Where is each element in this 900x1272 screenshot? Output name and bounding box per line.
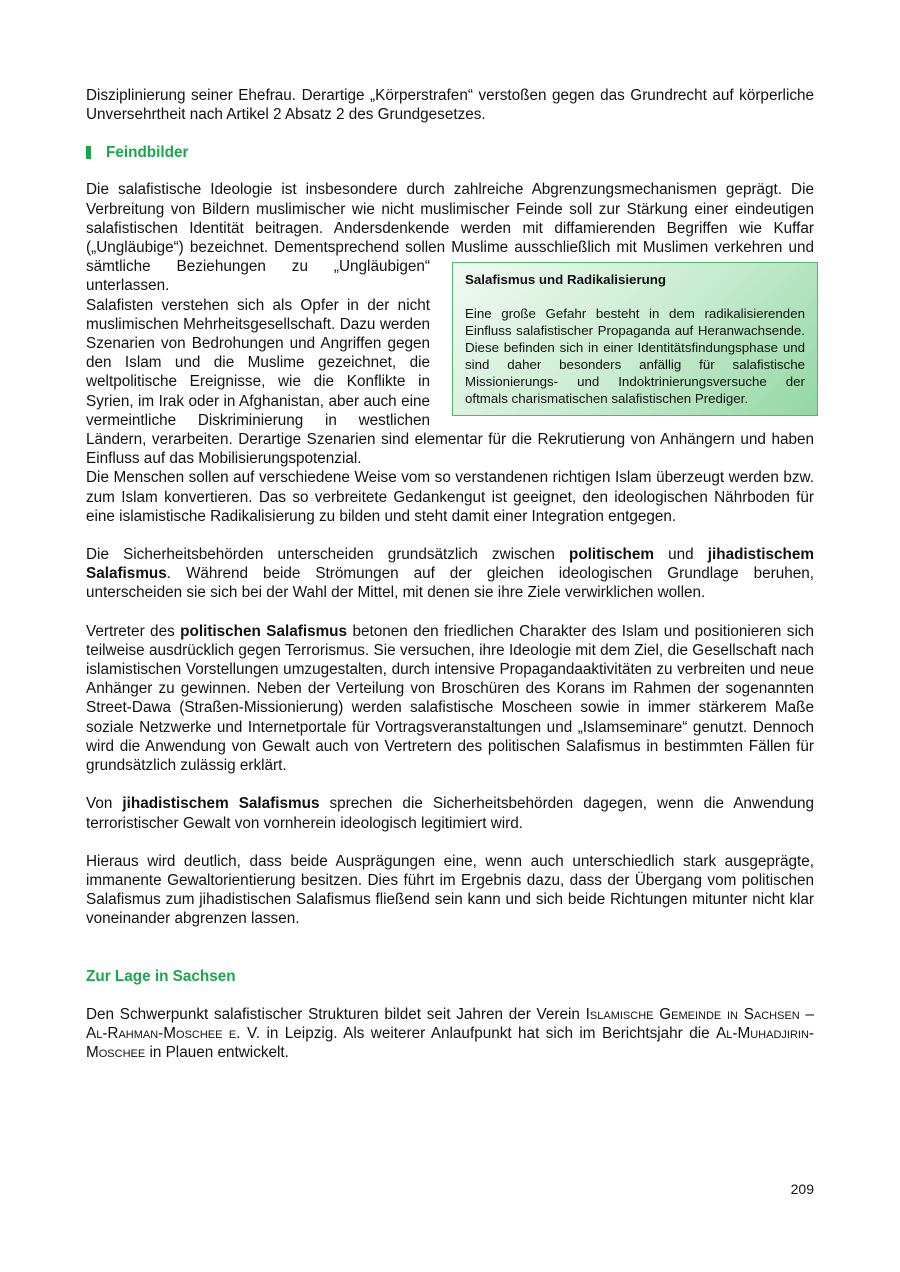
jihadist-text-a: Von — [86, 795, 123, 813]
distinction-text-d: . Während beide Strömungen auf der gleichen ideologischen Grundlage beruhen, unterscheiden sie sich bei der Wahl der Mittel, mit denen sie ihre Ziele verwirklichen wollen. — [86, 565, 814, 602]
org-name-al-muhadjirin: Al-Muhadjirin-Moschee — [86, 1024, 814, 1061]
political-text-a: Vertreter des — [86, 622, 181, 640]
distinction-text-c: und — [653, 546, 708, 564]
page-body — [86, 86, 814, 1062]
heading-feindbilder-text: Feindbilder — [106, 144, 189, 162]
heading-feindbilder — [86, 143, 814, 162]
heading-sachsen: Zur Lage in Sachsen — [86, 967, 236, 985]
page-number: 209 — [790, 1181, 814, 1197]
term-jihadist: jihadistischem Salafismus — [86, 546, 814, 583]
term-political-salafism: politischen Salafismus — [180, 622, 348, 640]
political-paragraph — [86, 622, 814, 776]
sachsen-text-c: in Plauen entwickelt. — [145, 1043, 289, 1061]
infobox-radicalization — [452, 262, 818, 416]
sachsen-paragraph — [86, 1005, 814, 1063]
feindbilder-paragraph-3: Die Menschen sollen auf verschiedene Weise vom so verstandenen richtigen Islam überzeugt werden bzw. zum Islam konvertieren. Das so verbreitete Gedankengut ist geeignet, den ideologischen Nährboden für eine islamistische Radikalisierung zu bilden und steht damit einer Integration entgegen. — [86, 469, 814, 525]
term-jihadist-salafism: jihadistischem Salafismus — [122, 795, 320, 813]
infobox-title: Salafismus und Radikalisierung — [465, 272, 666, 287]
intro-paragraph: Disziplinierung seiner Ehefrau. Derartige „Körperstrafen“ verstoßen gegen das Grundrecht auf körperliche Unversehrtheit nach Artikel 2 Absatz 2 des Grundgesetzes. — [86, 87, 814, 124]
sachsen-text-b: in Leipzig. Als weiterer Anlaufpunkt hat sich im Berichtsjahr die — [260, 1024, 717, 1042]
feindbilder-paragraph-2: Salafisten verstehen sich als Opfer in der nicht muslimischen Mehrheitsgesellschaft. Dazu werden Szenarien von Bedrohungen und Angriffen gegen den Islam und die Muslime gezeichnet, die weltpolitische Ereignisse, wie die Konflikte in Syrien, im Irak oder in Afghanistan, aber auch eine vermeintliche Diskriminierung in westlichen Ländern, verarbeiten. Derartige Szenarien sind elementar für die Rekrutierung von Anhängern und haben Einfluss auf das Mobilisierungspotenzial. — [86, 296, 814, 468]
jihadist-text-c: sprechen die Sicherheitsbehörden dagegen, wenn die Anwendung terroristischer Gewalt von vornherein ideologisch legitimiert wird. — [86, 795, 815, 832]
infobox-text: Eine große Gefahr besteht in dem radikalisierenden Einfluss salafistischer Propaganda auf Heranwachsende. Diese befinden sich in einer Identitätsfindungsphase und sind daher besonders anfällig für salafistische Missionierungs- und Indoktrinierungsversuche der oftmals charismatischen salafistischen Prediger. — [465, 306, 805, 406]
distinction-text-a: Die Sicherheitsbehörden unterscheiden grundsätzlich zwischen — [86, 546, 569, 564]
political-text-c: betonen den friedlichen Charakter des Islam und positionieren sich teilweise ausdrücklich gegen Terrorismus. Sie versuchen, ihre Ideologie mit dem Ziel, die Gesellschaft nach islamistischen Vorstellungen umzugestalten, durch intensive Propagandaaktivitäten zu verbreiten und neue Anhänger zu gewinnen. Neben der Verteilung von Broschüren des Korans im Rahmen der sogenannten Street-Dawa (Straßen-Missionierung) werden salafistische Moscheen sowie in immer stärkerem Maße soziale Netzwerke und Internetportale für Vortragsveranstaltungen und „Islamseminare“ genutzt. Dennoch wird die Anwendung von Gewalt auch von Vertretern des politischen Salafismus in bestimmten Fällen für grundsätzlich zulässig erklärt. — [86, 622, 814, 775]
distinction-paragraph — [86, 545, 814, 603]
sachsen-text-a: Den Schwerpunkt salafistischer Strukturen bildet seit Jahren der Verein — [86, 1005, 586, 1023]
conclusion-paragraph: Hieraus wird deutlich, dass beide Ausprägungen eine, wenn auch unterschiedlich stark ausgeprägte, immanente Gewaltorientierung besitzen. Dies führt im Ergebnis dazu, dass der Übergang vom politischen Salafismus zum jihadistischen Salafismus fließend sein kann und sich beide Richtungen mitunter nicht klar voneinander abgrenzen lassen. — [86, 852, 814, 928]
bullet-marker-icon — [86, 146, 91, 159]
jihadist-paragraph — [86, 794, 814, 832]
term-political: politischem — [568, 546, 654, 564]
org-name-islamische-gemeinde: Islamische Gemeinde in Sachsen – Al-Rahman-Moschee e. V. — [86, 1005, 814, 1042]
feindbilder-text-1: Die salafistische Ideologie ist insbesondere durch zahlreiche Abgrenzungsmechanismen geprägt. Die Verbreitung von Bildern muslimischer wie nicht muslimischer Feinde soll zur Stärkung einer eindeutigen salafistischen Identität beitragen. Andersdenkende werden mit diffamierenden Begriffen wie Kuffar („Ungläubige“) bezeichnet. Dementsprechend sollen Muslime ausschließlich mit Muslimen verkehren und sämtliche Beziehungen zu „Ungläubigen“ unterlassen. — [86, 181, 814, 295]
